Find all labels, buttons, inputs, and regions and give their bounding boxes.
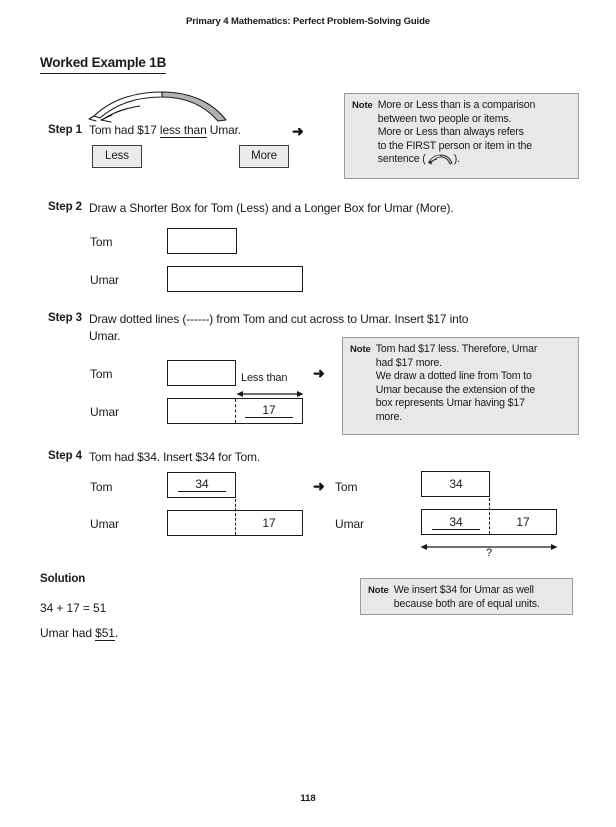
running-head: Primary 4 Mathematics: Perfect Problem-Solving Guide <box>186 16 430 27</box>
solution-heading: Solution <box>40 573 86 585</box>
note-step1-line5-after: ). <box>453 153 460 166</box>
step3-text-line2: Umar. <box>89 329 121 343</box>
note-step3-line3: We draw a dotted line from Tom to <box>375 370 532 383</box>
note-step1-word: Note <box>352 100 373 111</box>
note-solution-line1: We insert $34 for Umar as well <box>393 584 534 596</box>
chip-more: More <box>239 145 289 168</box>
note-solution-word: Note <box>368 585 389 596</box>
step3-label: Step 3 <box>48 312 82 324</box>
step4-text: Tom had $34. Insert $34 for Tom. <box>89 450 261 464</box>
step1-text-emphasis: less than <box>159 123 207 137</box>
step2-tom-label: Tom <box>90 235 113 249</box>
step4-left-tom-label: Tom <box>90 480 113 494</box>
step2-label: Step 2 <box>48 201 82 213</box>
solution-answer-value: $51 <box>95 626 115 640</box>
step3-difference-arrow-icon <box>236 386 304 404</box>
step3-tom-bar <box>167 360 236 386</box>
step4-total-question-mark: ? <box>485 547 493 559</box>
page-title: Worked Example 1B <box>40 56 166 74</box>
comparison-swoosh-mini-icon <box>427 154 453 170</box>
step2-umar-bar <box>167 266 303 292</box>
note-step3-line2: had $17 more. <box>375 356 443 369</box>
note-step1 <box>344 93 579 179</box>
step4-right-umar-label: Umar <box>335 517 364 531</box>
step4-left-dashed-divider <box>235 499 236 535</box>
note-step3-line1: Tom had $17 less. Therefore, Umar <box>375 343 538 355</box>
step3-difference-label: Less than <box>241 372 288 384</box>
note-step3-line6: more. <box>375 410 403 423</box>
note-step1-body <box>378 99 536 170</box>
solution-answer-after: . <box>114 626 119 640</box>
note-step3-line4: Umar because the extension of the <box>375 383 536 396</box>
arrow-right-icon: ➜ <box>292 123 304 139</box>
page-number: 118 <box>300 793 316 804</box>
note-step3 <box>342 337 579 435</box>
step1-label: Step 1 <box>48 124 82 136</box>
solution-equation: 34 + 17 = 51 <box>40 601 107 615</box>
solution-answer-before: Umar had <box>40 626 96 640</box>
note-step3-line5: box represents Umar having $17 <box>375 397 525 410</box>
note-solution-line2: because both are of equal units. <box>393 597 540 610</box>
note-solution-body <box>394 584 540 611</box>
step4-right-dashed-divider <box>489 498 490 534</box>
step3-text-line1: Draw dotted lines (------) from Tom and cut across to Umar. Insert $17 into <box>89 312 469 326</box>
step2-tom-bar <box>167 228 237 254</box>
note-step1-line3: More or Less than always refers <box>377 126 524 139</box>
step4-label: Step 4 <box>48 450 82 462</box>
step3-arrow-right-icon: ➜ <box>313 365 325 381</box>
step4-left-umar-label: Umar <box>90 517 119 531</box>
step1-text-after: Umar. <box>206 123 242 137</box>
chip-less: Less <box>92 145 142 168</box>
step1-text <box>89 122 241 138</box>
solution-answer <box>40 626 118 640</box>
step4-right-tom-label: Tom <box>335 480 358 494</box>
note-step3-body <box>376 343 538 425</box>
step4-arrow-right-icon: ➜ <box>313 478 325 494</box>
step3-tom-label: Tom <box>90 367 113 381</box>
step1-text-before: Tom had $17 <box>89 123 160 137</box>
note-solution <box>360 578 573 615</box>
note-step1-line1: More or Less than is a comparison <box>377 99 536 111</box>
step4-left-tom-value: 34 <box>178 478 226 492</box>
note-step3-word: Note <box>350 344 371 355</box>
step3-umar-label: Umar <box>90 405 119 419</box>
note-step1-line5 <box>378 153 536 170</box>
step4-right-tom-value: 34 <box>449 477 463 491</box>
step4-right-umar-left-value: 34 <box>432 516 480 530</box>
note-step1-line5-before: sentence ( <box>377 153 426 166</box>
step4-left-umar-right-value: 17 <box>262 516 276 530</box>
note-step1-line4: to the FIRST person or item in the <box>377 139 532 152</box>
step2-umar-label: Umar <box>90 273 119 287</box>
step3-umar-value: 17 <box>245 404 293 418</box>
step2-text: Draw a Shorter Box for Tom (Less) and a Longer Box for Umar (More). <box>89 201 454 215</box>
step4-right-umar-right-value: 17 <box>516 515 530 529</box>
note-step1-line2: between two people or items. <box>377 112 512 125</box>
